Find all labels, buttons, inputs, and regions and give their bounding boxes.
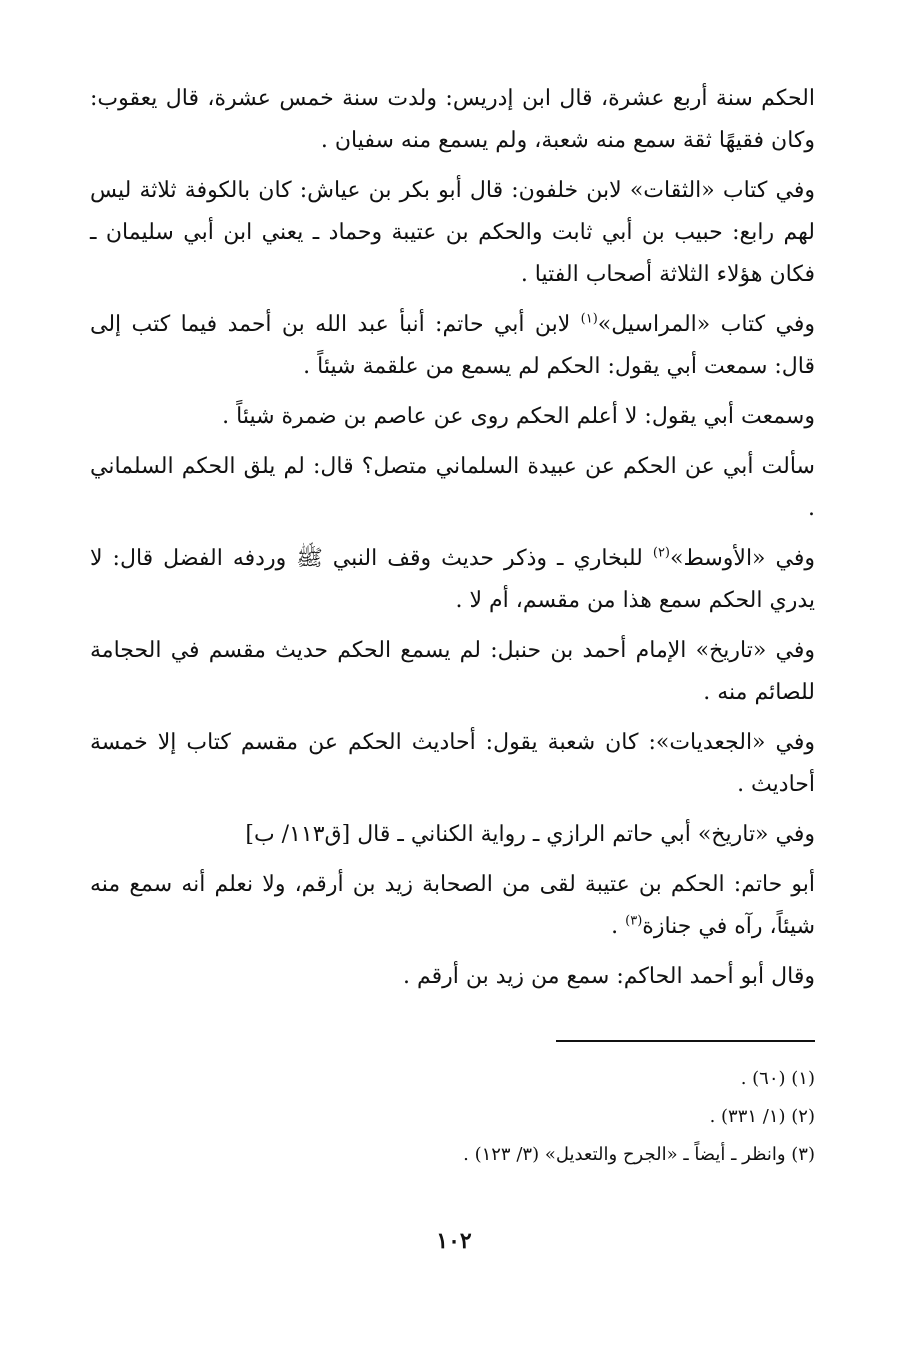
paragraph-3-rest: لابن أبي حاتم: أنبأ عبد الله بن أحمد فيما كتب إلى قال: سمعت أبي يقول: الحكم لم يسمع من علقمة شيئاً . (90, 312, 815, 379)
paragraph-10-lead: أبو حاتم: الحكم بن عتيبة لقى من الصحابة زيد بن أرقم، ولا نعلم أنه سمع منه شيئاً، رآه في جنازة (90, 872, 815, 939)
footnote-ref-3: (٣) (625, 913, 643, 929)
paragraph-10-rest: . (611, 914, 626, 939)
paragraph-1: الحكم سنة أربع عشرة، قال ابن إدريس: ولدت سنة خمس عشرة، قال يعقوب: وكان فقيهًا ثقة سمع منه شعبة، ولم يسمع منه سفيان . (90, 86, 815, 153)
paragraph-4: وسمعت أبي يقول: لا أعلم الحكم روى عن عاصم بن ضمرة شيئاً . (222, 404, 815, 429)
paragraph-5: سألت أبي عن الحكم عن عبيدة السلماني متصل؟ قال: لم يلق الحكم السلماني . (90, 454, 815, 521)
paragraph-3 (90, 304, 815, 388)
footnote-1: (١) (٦٠) . (740, 1068, 815, 1089)
paragraph-10 (90, 864, 815, 948)
paragraph-6-rest: للبخاري ـ وذكر حديث وقف النبي ﷺ وردفه الفضل قال: لا يدري الحكم سمع هذا من مقسم، أم لا . (90, 546, 815, 613)
paragraph-6 (90, 538, 815, 622)
footnote-ref-1: (١) (580, 311, 598, 327)
footnotes (90, 1060, 815, 1174)
paragraph-7: وفي «تاريخ» الإمام أحمد بن حنبل: لم يسمع الحكم حديث مقسم في الحجامة للصائم منه . (90, 638, 815, 705)
paragraph-11: وقال أبو أحمد الحاكم: سمع من زيد بن أرقم . (402, 964, 815, 989)
footnote-3: (٣) وانظر ـ أيضاً ـ «الجرح والتعديل» (٣/ ١٢٣) . (463, 1144, 815, 1165)
paragraph-8: وفي «الجعديات»: كان شعبة يقول: أحاديث الحكم عن مقسم كتاب إلا خمسة أحاديث . (90, 730, 815, 797)
paragraph-3-lead: وفي كتاب «المراسيل» (597, 312, 815, 337)
footnote-separator (556, 1040, 815, 1042)
page-number: ١٠٢ (436, 1228, 472, 1254)
footnote-2: (٢) (١/ ٣٣١) . (709, 1106, 815, 1127)
paragraph-6-lead: وفي «الأوسط» (670, 546, 815, 571)
footnote-ref-2: (٢) (652, 545, 670, 561)
paragraph-2: وفي كتاب «الثقات» لابن خلفون: قال أبو بكر بن عياش: كان بالكوفة ثلاثة ليس لهم رابع: حبيب بن أبي ثابت والحكم بن عتيبة وحماد ـ يعني ابن أبي سليمان ـ فكان هؤلاء الثلاثة أصحاب الفتيا . (90, 178, 815, 287)
main-text (90, 78, 815, 1006)
paragraph-9: وفي «تاريخ» أبي حاتم الرازي ـ رواية الكناني ـ قال [ق١١٣/ ب] (245, 822, 815, 847)
